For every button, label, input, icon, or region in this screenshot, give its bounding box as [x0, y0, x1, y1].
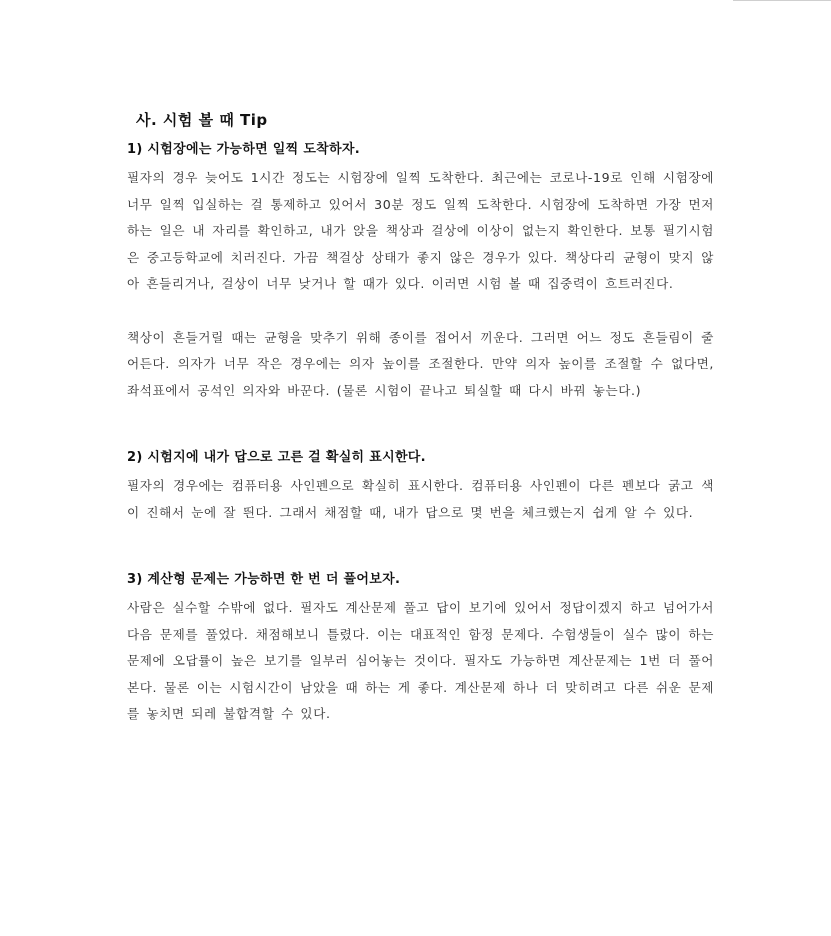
tip-heading-2: 2) 시험지에 내가 답으로 고른 걸 확실히 표시한다. — [127, 450, 426, 465]
tip-3-paragraph-1: 사람은 실수할 수밖에 없다. 필자도 계산문제 풀고 답이 보기에 있어서 정답이겠지 하고 넘어가서 다음 문제를 풀었다. 채점해보니 틀렸다. 이는 대표적인 함정 문제다. 수험생들이 실수 많이 하는 문제에 오답률이 높은 보기를 일부러 심어놓는 것이다. 필자도 가능하면 계산문제는 1번 더 풀어본다. 물론 이는 시험시간이 남았을 때 하는 게 좋다. 계산문제 하나 더 맞히려고 다른 쉬운 문제를 놓치면 되레 불합격할 수 있다. — [127, 600, 714, 721]
tip-section-2 — [127, 442, 714, 526]
tip-1-paragraph-1: 필자의 경우 늦어도 1시간 정도는 시험장에 일찍 도착한다. 최근에는 코로나-19로 인해 시험장에 너무 일찍 입실하는 걸 통제하고 있어서 30분 정도 일찍 도착한다. 시험장에 도착하면 가장 먼저 하는 일은 내 자리를 확인하고, 내가 앉을 책상과 걸상에 이상이 없는지 확인한다. 보통 필기시험은 중고등학교에 치러진다. 가끔 책걸상 상태가 좋지 않은 경우가 있다. 책상다리 균형이 맞지 않아 흔들리거나, 걸상이 너무 낮거나 할 때가 있다. 이러면 시험 볼 때 집중력이 흐트러진다. — [127, 170, 714, 291]
section-spacer — [127, 526, 714, 564]
tip-2-paragraph-1: 필자의 경우에는 컴퓨터용 사인펜으로 확실히 표시한다. 컴퓨터용 사인펜이 다른 펜보다 굵고 색이 진해서 눈에 잘 띈다. 그래서 채점할 때, 내가 답으로 몇 번을 체크했는지 쉽게 알 수 있다. — [127, 478, 714, 520]
tip-1-paragraph-2: 책상이 흔들거릴 때는 균형을 맞추기 위해 종이를 접어서 끼운다. 그러면 어느 정도 흔들림이 줄어든다. 의자가 너무 작은 경우에는 의자 높이를 조절한다. 만약 의자 높이를 조절할 수 없다면, 좌석표에서 공석인 의자와 바꾼다. (물론 시험이 끝나고 퇴실할 때 다시 바꿔 놓는다.) — [127, 329, 714, 398]
tip-section-3 — [127, 564, 714, 728]
tip-section-1 — [127, 134, 714, 404]
section-spacer — [127, 404, 714, 442]
tip-heading-1: 1) 시험장에는 가능하면 일찍 도착하자. — [127, 142, 360, 157]
paragraph-spacer — [127, 298, 714, 325]
top-divider-line — [733, 0, 831, 1]
document-page — [127, 106, 714, 728]
section-title: 사. 시험 볼 때 Tip — [136, 111, 268, 129]
tip-heading-3: 3) 계산형 문제는 가능하면 한 번 더 풀어보자. — [127, 572, 401, 587]
